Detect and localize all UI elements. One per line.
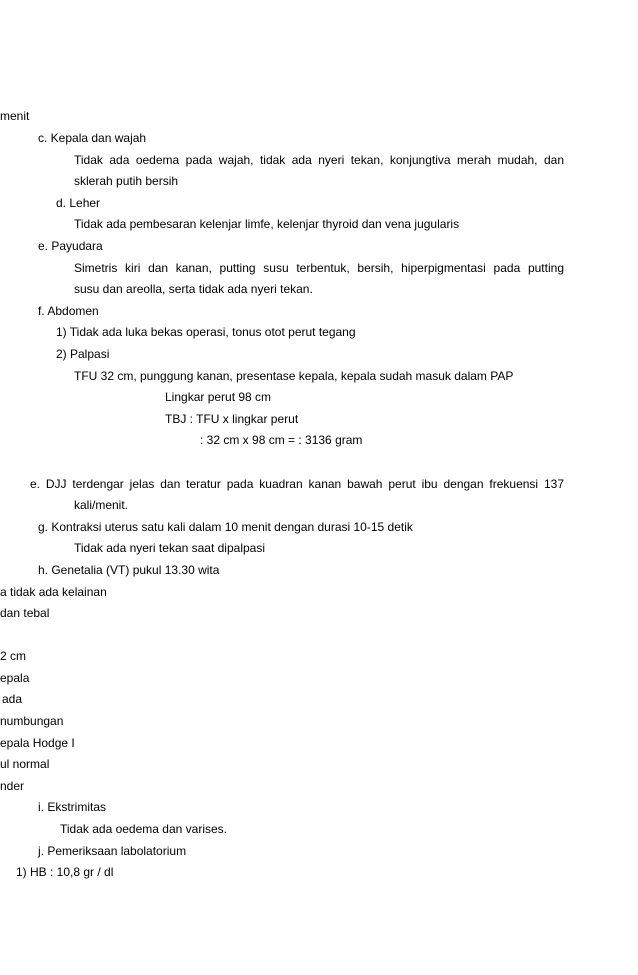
clipped-line-1: a tidak ada kelainan: [0, 585, 107, 599]
clipped-line-8: ul normal: [0, 757, 50, 771]
clipped-line-5: ada: [2, 692, 23, 706]
item-f-sub-2: 2) Palpasi: [56, 347, 110, 361]
item-i-text: Tidak ada oedema dan varises.: [60, 822, 227, 836]
palpasi-text: TFU 32 cm, punggung kanan, presentase kepala, kepala sudah masuk dalam PAP: [74, 369, 514, 383]
item-f-sub-1: 1) Tidak ada luka bekas operasi, tonus otot perut tegang: [56, 325, 356, 339]
item-d-text: Tidak ada pembesaran kelenjar limfe, kelenjar thyroid dan vena jugularis: [74, 217, 460, 231]
item-j-heading: j. Pemeriksaan labolatorium: [38, 844, 187, 858]
lingkar-perut: Lingkar perut 98 cm: [165, 390, 272, 404]
item-j-sub-1: 1) HB : 10,8 gr / dl: [16, 865, 114, 879]
item-djj-text-1: e. DJJ terdengar jelas dan teratur pada kuadran kanan bawah perut ibu dengan frekuensi 137: [30, 477, 564, 491]
clipped-line-3: 2 cm: [0, 649, 27, 663]
clipped-line-6: numbungan: [0, 714, 64, 728]
item-f-heading: f. Abdomen: [38, 304, 99, 318]
item-e-text-2: susu dan areolla, serta tidak ada nyeri tekan.: [74, 282, 313, 296]
item-djj-text-2: kali/menit.: [74, 498, 129, 512]
item-g-heading: g. Kontraksi uterus satu kali dalam 10 menit dengan durasi 10-15 detik: [38, 520, 413, 534]
item-d-heading: d. Leher: [56, 196, 101, 210]
item-e-heading: e. Payudara: [38, 239, 103, 253]
item-e-text-1: Simetris kiri dan kanan, putting susu terbentuk, bersih, hiperpigmentasi pada putting: [74, 261, 564, 275]
clipped-line-9: nder: [0, 779, 25, 793]
item-h-heading: h. Genetalia (VT) pukul 13.30 wita: [38, 563, 220, 577]
item-c-text-2: sklerah putih bersih: [74, 174, 179, 188]
item-c-heading: c. Kepala dan wajah: [38, 131, 147, 145]
clipped-line-7: epala Hodge I: [0, 736, 75, 750]
clipped-line-4: epala: [0, 671, 30, 685]
text-line-1: menit: [0, 109, 30, 123]
item-i-heading: i. Ekstrimitas: [38, 800, 107, 814]
tbj-formula: TBJ : TFU x lingkar perut: [165, 412, 299, 426]
item-g-text: Tidak ada nyeri tekan saat dipalpasi: [74, 541, 266, 555]
tbj-result: : 32 cm x 98 cm = : 3136 gram: [200, 433, 363, 447]
clipped-line-2: dan tebal: [0, 606, 50, 620]
item-c-text-1: Tidak ada oedema pada wajah, tidak ada nyeri tekan, konjungtiva merah mudah, dan: [74, 153, 564, 167]
